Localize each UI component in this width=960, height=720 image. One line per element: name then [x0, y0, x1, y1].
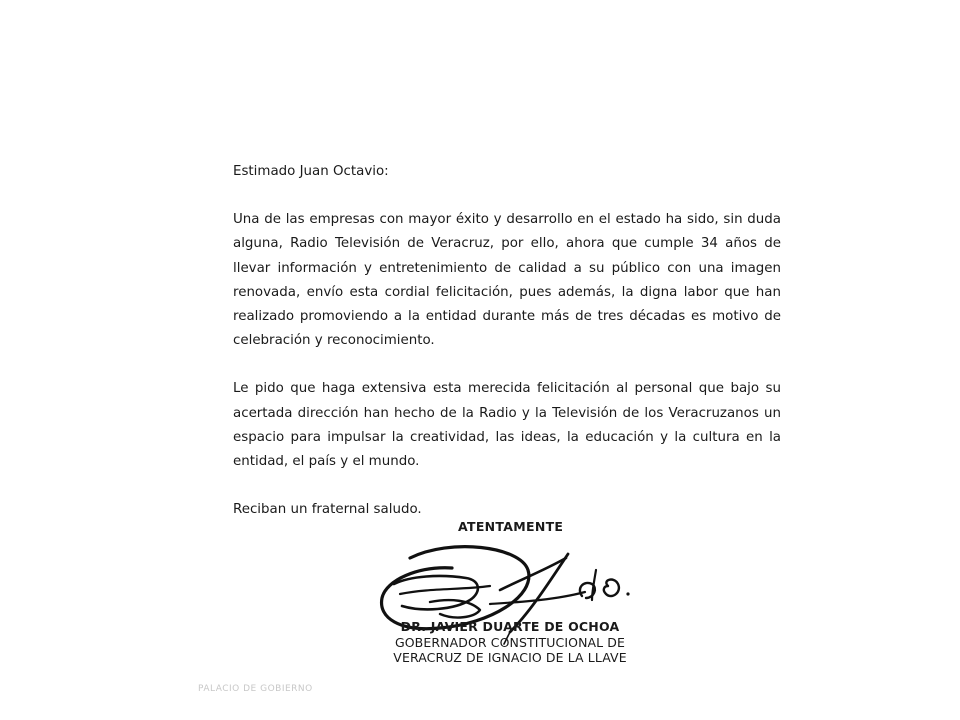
signer-name: DR. JAVIER DUARTE DE OCHOA: [400, 619, 620, 634]
valediction: ATENTAMENTE: [458, 519, 564, 534]
letter-body: [233, 160, 781, 522]
footer-address: PALACIO DE GOBIERNO: [198, 684, 313, 692]
signer-title-line-2: VERACRUZ DE IGNACIO DE LA LLAVE: [393, 650, 627, 665]
letter-paragraph-1: Una de las empresas con mayor éxito y desarrollo en el estado ha sido, sin duda alguna, Radio Televisión de Veracruz, por ello, ahora que cumple 34 años de llevar información y entretenimiento de calidad a su público con una imagen renovada, envío esta cordial felicitación, pues además, la digna labor que han realizado promoviendo a la entidad durante más de tres décadas es motivo de celebración y reconocimiento.: [233, 212, 781, 349]
letter-paragraph-2: Le pido que haga extensiva esta merecida felicitación al personal que bajo su acertada dirección han hecho de la Radio y la Televisión de los Veracruzanos un espacio para impulsar la creatividad, las ideas, la educación y la cultura en la entidad, el país y el mundo.: [233, 381, 781, 470]
signer-title-line-1: GOBERNADOR CONSTITUCIONAL DE: [394, 634, 626, 650]
letter-closing-line: Reciban un fraternal saludo.: [233, 502, 422, 518]
signer-block: [390, 619, 630, 666]
letter-greeting: Estimado Juan Octavio:: [233, 164, 389, 179]
